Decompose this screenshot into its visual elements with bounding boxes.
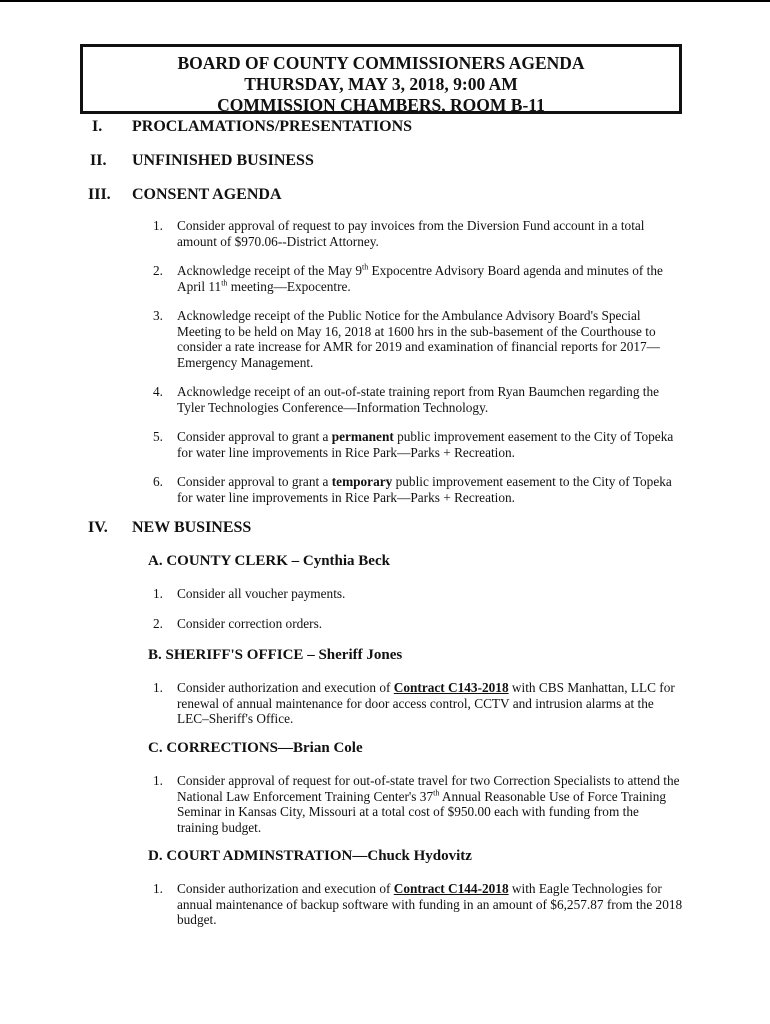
item-number: 4. bbox=[153, 384, 163, 399]
header-title: BOARD OF COUNTY COMMISSIONERS AGENDA bbox=[177, 53, 585, 73]
consent-item-5 bbox=[153, 429, 683, 460]
section-title: CONSENT AGENDA bbox=[132, 186, 282, 203]
item-text: Consider all voucher payments. bbox=[177, 586, 346, 601]
item-text bbox=[177, 773, 683, 835]
consent-item-6 bbox=[153, 474, 683, 505]
item-text-part: with CBS Manhattan, LLC for renewal of annual maintenance for door access control, CCTV and intrusion alarms at the LEC–Sheriff's Office. bbox=[177, 680, 675, 726]
ordinal-suffix: th bbox=[221, 278, 228, 288]
item-number: 1. bbox=[153, 680, 163, 695]
item-text-part: Consider approval of request for out-of-state travel for two Correction Specialists to attend the National Law Enforcement Training Center's 37 bbox=[177, 773, 680, 804]
item-number: 1. bbox=[153, 218, 163, 233]
consent-item-1 bbox=[153, 218, 683, 249]
item-number: 1. bbox=[153, 773, 163, 788]
emphasis-text: temporary bbox=[331, 474, 393, 489]
top-border-rule bbox=[0, 0, 770, 2]
item-text bbox=[177, 474, 683, 505]
section-number: III. bbox=[88, 186, 111, 203]
item-number: 5. bbox=[153, 429, 163, 444]
item-number: 1. bbox=[153, 586, 163, 601]
header-date: THURSDAY, MAY 3, 2018, 9:00 AM bbox=[244, 74, 518, 94]
item-text: Consider approval of request to pay invoices from the Diversion Fund account in a total amount of $970.06--District Attorney. bbox=[177, 218, 645, 249]
contract-link[interactable]: Contract C143-2018 bbox=[393, 680, 509, 695]
item-text: Acknowledge receipt of an out-of-state training report from Ryan Baumchen regarding the Tyler Technologies Conference—Information Technology. bbox=[177, 384, 660, 415]
item-text-part: public improvement easement to the City of Topeka for water line improvements in Rice Park—Parks + Recreation. bbox=[177, 474, 672, 505]
item-text: Consider correction orders. bbox=[177, 616, 323, 631]
item-text bbox=[177, 429, 683, 460]
item-text bbox=[177, 881, 683, 928]
item-text-part: Consider authorization and execution of bbox=[177, 881, 394, 896]
item-text-part: Annual Reasonable Use of Force Training Seminar in Kansas City, Missouri at a total cost of $950.00 each with funding from the training budget. bbox=[177, 788, 667, 835]
item-text: Acknowledge receipt of the Public Notice for the Ambulance Advisory Board's Special Meeting to be held on May 16, 2018 at 1600 hrs in the sub-basement of the Courthouse to consider a rate increase for AMR for 2019 and examination of financial reports for 2017—Emergency Management. bbox=[177, 308, 660, 370]
item-number: 1. bbox=[153, 881, 163, 896]
item-text bbox=[177, 680, 683, 727]
item-text-part: Consider approval to grant a bbox=[177, 429, 332, 444]
item-text-part: Consider authorization and execution of bbox=[177, 680, 394, 695]
section-number: II. bbox=[90, 152, 107, 169]
item-number: 3. bbox=[153, 308, 163, 323]
item-text-part: Acknowledge receipt of the May 9 bbox=[177, 263, 362, 278]
consent-item-2 bbox=[153, 263, 683, 294]
item-text-part: with Eagle Technologies for annual maintenance of backup software with funding in an amount of $6,257.87 from the 2018 budget. bbox=[177, 881, 683, 927]
item-text-part: Expocentre Advisory Board agenda and minutes of the April 11 bbox=[177, 263, 663, 294]
item-text-part: Consider approval to grant a bbox=[177, 474, 332, 489]
subsection-corrections: C. CORRECTIONS—Brian Cole bbox=[148, 740, 363, 756]
sheriff-item-1 bbox=[153, 680, 683, 727]
item-text bbox=[177, 263, 683, 294]
clerk-item-2 bbox=[153, 616, 683, 632]
corrections-item-1 bbox=[153, 773, 683, 835]
emphasis-text: permanent bbox=[331, 429, 394, 444]
item-number: 2. bbox=[153, 263, 163, 278]
subsection-court-administration: D. COURT ADMINSTRATION—Chuck Hydovitz bbox=[148, 848, 472, 864]
item-number: 6. bbox=[153, 474, 163, 489]
agenda-header-box bbox=[80, 44, 682, 114]
item-text-part: meeting—Expocentre. bbox=[227, 278, 351, 294]
section-title: PROCLAMATIONS/PRESENTATIONS bbox=[132, 118, 413, 135]
item-number: 2. bbox=[153, 616, 163, 631]
subsection-county-clerk: A. COUNTY CLERK – Cynthia Beck bbox=[148, 553, 390, 569]
item-text-part: public improvement easement to the City of Topeka for water line improvements in Rice Park—Parks + Recreation. bbox=[177, 429, 674, 460]
clerk-item-1 bbox=[153, 586, 683, 602]
section-title: NEW BUSINESS bbox=[132, 519, 252, 536]
subsection-sheriffs-office: B. SHERIFF'S OFFICE – Sheriff Jones bbox=[148, 647, 403, 663]
section-title: UNFINISHED BUSINESS bbox=[132, 152, 314, 169]
ordinal-suffix: th bbox=[433, 788, 440, 798]
consent-item-3 bbox=[153, 308, 683, 370]
ordinal-suffix: th bbox=[361, 262, 369, 272]
contract-link[interactable]: Contract C144-2018 bbox=[393, 881, 509, 896]
court-item-1 bbox=[153, 881, 683, 928]
section-number: IV. bbox=[88, 519, 108, 536]
section-number: I. bbox=[92, 118, 103, 135]
header-location: COMMISSION CHAMBERS, ROOM B-11 bbox=[217, 95, 545, 115]
consent-item-4 bbox=[153, 384, 683, 415]
